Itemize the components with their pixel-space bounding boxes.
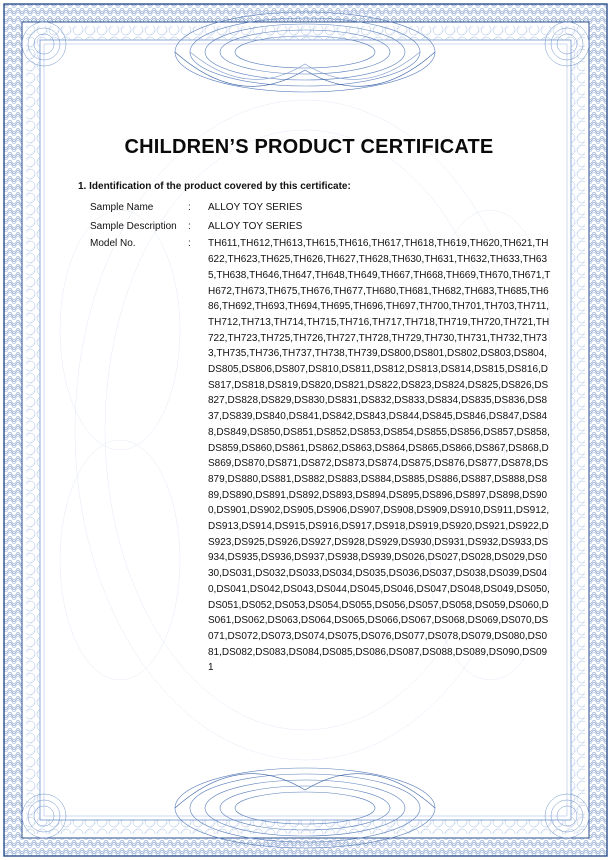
section-1-heading: 1. Identification of the product covered by this certificate: <box>78 181 351 192</box>
certificate-title: CHILDREN’S PRODUCT CERTIFICATE <box>124 136 494 158</box>
field-sample-description <box>82 219 552 235</box>
field-value: ALLOY TOY SERIES <box>208 220 303 232</box>
field-label: Model No. <box>90 238 136 250</box>
field-label: Sample Description <box>90 220 177 232</box>
field-colon: : <box>188 220 191 232</box>
field-label: Sample Name <box>90 202 154 213</box>
model-number-list: TH611,TH612,TH613,TH615,TH616,TH617,TH618,TH619,TH620,TH621,TH622,TH623,TH625,TH626,TH627,TH628,TH630,TH631,TH632,TH633,TH635,TH638,TH646,TH647,TH648,TH649,TH667,TH668,TH669,TH670,TH671,TH672,TH673,TH675,TH676,TH677,TH680,TH681,TH682,TH683,TH685,TH686,TH692,TH693,TH694,TH695,TH696,TH697,TH700,TH701,TH703,TH711,TH712,TH713,TH714,TH715,TH716,TH717,TH718,TH719,TH720,TH721,TH722,TH723,TH725,TH726,TH727,TH728,TH729,TH730,TH731,TH732,TH733,TH735,TH736,TH737,TH738,TH739,DS800,DS801,DS802,DS803,DS804,DS805,DS806,DS807,DS810,DS811,DS812,DS813,DS814,DS815,DS816,DS817,DS818,DS819,DS820,DS821,DS822,DS823,DS824,DS825,DS826,DS827,DS828,DS829,DS830,DS831,DS832,DS833,DS834,DS835,DS836,DS837,DS839,DS840,DS841,DS842,DS843,DS844,DS845,DS846,DS847,DS848,DS849,DS850,DS851,DS852,DS853,DS854,DS855,DS856,DS857,DS858,DS859,DS860,DS861,DS862,DS863,DS864,DS865,DS866,DS867,DS868,DS869,DS870,DS871,DS872,DS873,DS874,DS875,DS876,DS877,DS878,DS879,DS880,DS881,DS882,DS883,DS884,DS885,DS886,DS887,DS888,DS889,DS890,DS891,DS892,DS893,DS894,DS895,DS896,DS897,DS898,DS900,DS901,DS902,DS905,DS906,DS907,DS908,DS909,DS910,DS911,DS912,DS913,DS914,DS915,DS916,DS917,DS918,DS919,DS920,DS921,DS922,DS923,DS925,DS926,DS927,DS928,DS929,DS930,DS931,DS932,DS933,DS934,DS935,DS936,DS937,DS938,DS939,DS026,DS027,DS028,DS029,DS030,DS031,DS032,DS033,DS034,DS035,DS036,DS037,DS038,DS039,DS040,DS041,DS042,DS043,DS044,DS045,DS046,DS047,DS048,DS049,DS050,DS051,DS052,DS053,DS054,DS055,DS056,DS057,DS058,DS059,DS060,DS061,DS062,DS063,DS064,DS065,DS066,DS067,DS068,DS069,DS070,DS071,DS072,DS073,DS074,DS075,DS076,DS077,DS078,DS079,DS080,DS081,DS082,DS083,DS084,DS085,DS086,DS087,DS088,DS089,DS090,DS091 <box>208 238 551 674</box>
certificate-content <box>78 128 552 676</box>
field-colon: : <box>188 238 191 250</box>
field-model-no <box>82 236 552 676</box>
field-colon: : <box>188 202 191 213</box>
field-value: ALLOY TOY SERIES <box>208 202 303 213</box>
field-sample-name <box>82 200 552 216</box>
